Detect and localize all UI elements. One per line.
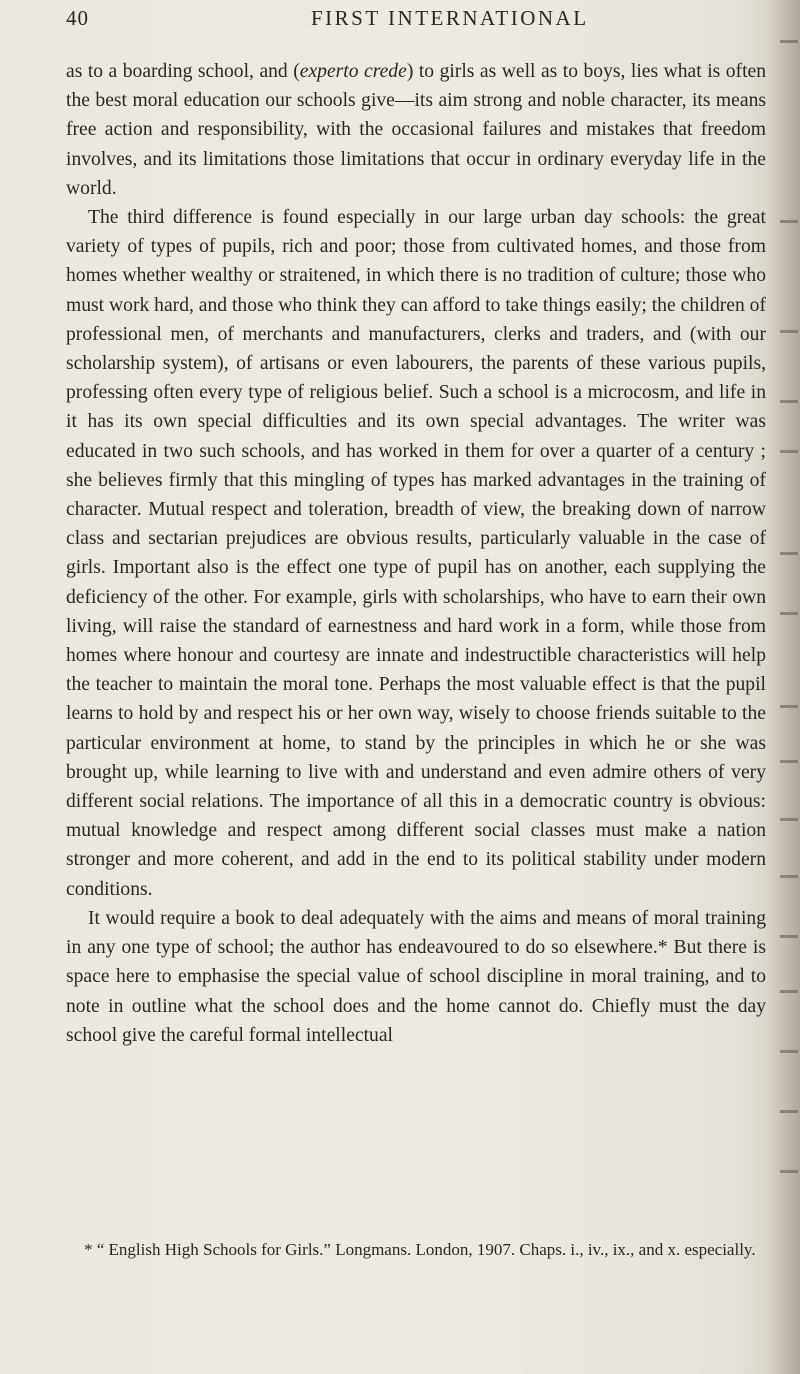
paragraph-1: as to a boarding school, and (experto crede) to girls as well as to boys, lies what is often the best moral education our schools give—its aim strong and noble character, its means free action and responsibility, with the occasional failures and mistakes that freedom involves, and its limitations those limitations that occur in ordinary everyday life in the world.	[66, 61, 767, 199]
page-edge-marks	[778, 0, 798, 1374]
page-number: 40	[66, 6, 89, 30]
running-title: FIRST INTERNATIONAL	[311, 6, 589, 30]
running-head	[66, 6, 776, 40]
footnote-text: * “ English High Schools for Girls.” Longmans. London, 1907. Chaps. i., iv., ix., and x. especially.	[84, 1240, 756, 1259]
footnote	[66, 1238, 766, 1261]
paragraph-2: The third difference is found especially in our large urban day schools: the great variety of types of pupils, rich and poor; those from cultivated homes, and those from homes whether wealthy or straitened, in which there is no tradition of culture; those who must work hard, and those who think they can afford to take things easily; the children of professional men, of merchants and manufacturers, clerks and traders, and (with our scholarship system), of artisans or even labourers, the parents of these various pupils, professing often every type of religious belief. Such a school is a microcosm, and life in it has its own special difficulties and its own special advantages. The writer was educated in two such schools, and has worked in them for over a quarter of a century ; she believes firmly that this mingling of types has marked advantages in the training of character. Mutual respect and toleration, breadth of view, the breaking down of narrow class and sectarian prejudices are obvious results, particularly valuable in the case of girls. Important also is the effect one type of pupil has on another, each supplying the deficiency of the other. For example, girls with scholarships, who have to earn their own living, will raise the standard of earnestness and hard work in a form, while those from homes where honour and courtesy are innate and indestructible characteristics will help the teacher to maintain the moral tone. Perhaps the most valuable effect is that the pupil learns to hold by and respect his or her own way, wisely to choose friends suitable to the particular environment at home, to stand by the principles in which he or she was brought up, while learning to live with and understand and even admire others of very different social relations. The importance of all this in a democratic country is obvious: mutual knowledge and respect among different social classes must make a nation stronger and more coherent, and add in the end to its political stability under modern conditions.	[66, 207, 766, 900]
body-text	[66, 57, 766, 1050]
paragraph-3: It would require a book to deal adequately with the aims and means of moral training in any one type of school; the author has endeavoured to do so elsewhere.* But there is space here to emphasise the special value of school discipline in moral training, and to note in outline what the school does and the home cannot do. Chiefly must the day school give the careful formal intellectual	[66, 907, 766, 1046]
italic-phrase: experto crede	[299, 61, 407, 82]
